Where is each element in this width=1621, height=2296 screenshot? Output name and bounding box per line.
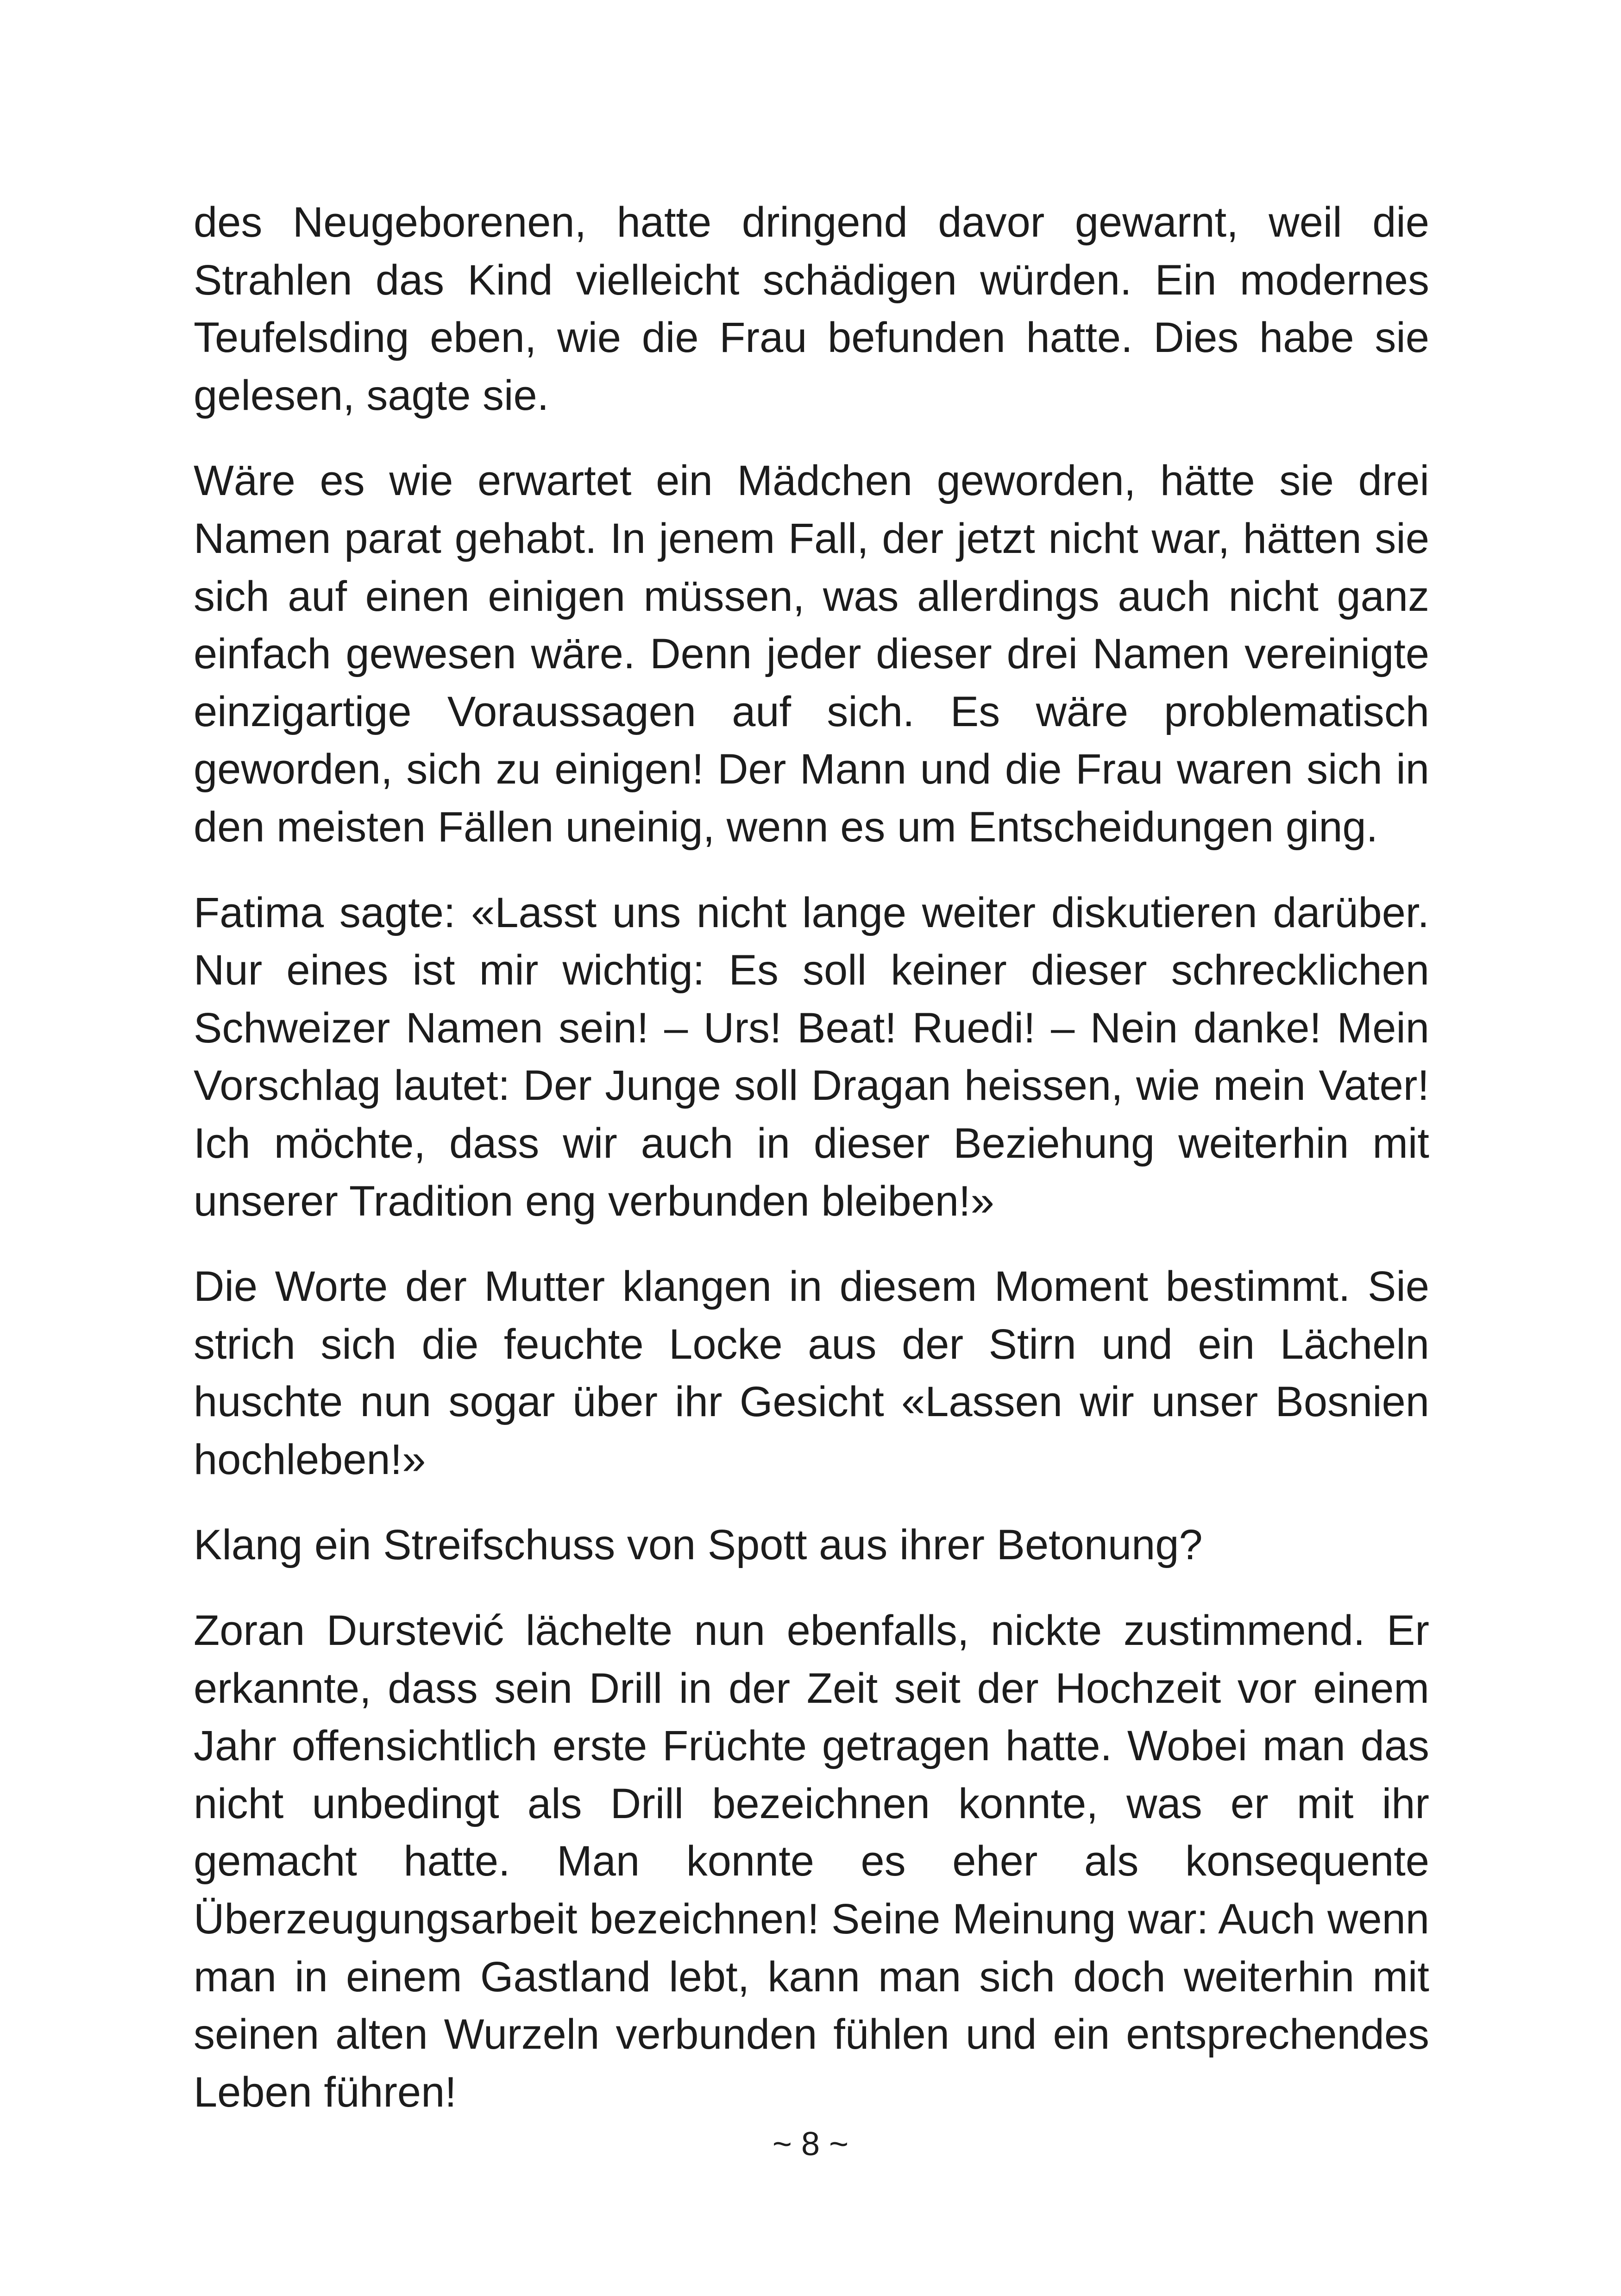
paragraph-6: Zoran Durstević lächelte nun ebenfalls, nickte zustimmend. Er erkannte, dass sein Drill in der Zeit seit der Hochzeit vor einem Jahr offensichtlich erste Früchte getragen hatte. Wobei man das nicht unbedingt als Drill bezeichnen konnte, was er mit ihr gemacht hatte. Man konnte es eher als konsequente Überzeugungsarbeit bezeichnen! Seine Meinung war: Auch wenn man in einem Gastland lebt, kann man sich doch weiterhin mit seinen alten Wurzeln verbunden fühlen und ein entsprechendes Leben führen! xyxy=(194,1607,1429,2116)
paragraph-1: des Neugeborenen, hatte dringend davor gewarnt, weil die Strahlen das Kind vielleicht schädigen würden. Ein modernes Teufelsding eben, wie die Frau befunden hatte. Dies habe sie gelesen, sagte sie. xyxy=(194,199,1429,419)
paragraph-5: Klang ein Streifschuss von Spott aus ihrer Betonung? xyxy=(194,1521,1203,1569)
paragraph-3: Fatima sagte: «Lasst uns nicht lange weiter diskutieren darüber. Nur eines ist mir wichtig: Es soll keiner dieser schrecklichen Schweizer Namen sein! – Urs! Beat! Ruedi! – Nein danke! Mein Vorschlag lautet: Der Junge soll Dragan heissen, wie mein Vater! Ich möchte, dass wir auch in dieser Beziehung weiterhin mit unserer Tradition eng verbunden bleiben!» xyxy=(194,889,1429,1225)
paragraph-4: Die Worte der Mutter klangen in diesem Moment bestimmt. Sie strich sich die feuchte Locke aus der Stirn und ein Lächeln huschte nun sogar über ihr Gesicht «Lassen wir unser Bosnien hochleben!» xyxy=(194,1263,1429,1483)
paragraph-2: Wäre es wie erwartet ein Mädchen geworden, hätte sie drei Namen parat gehabt. In jenem Fall, der jetzt nicht war, hätten sie sich auf einen einigen müssen, was allerdings auch nicht ganz einfach gewesen wäre. Denn jeder dieser drei Namen vereinigte einzigartige Voraussagen auf sich. Es wäre problematisch geworden, sich zu einigen! Der Mann und die Frau waren sich in den meisten Fällen uneinig, wenn es um Entscheidungen ging. xyxy=(194,457,1429,851)
body-text xyxy=(194,194,1429,2149)
page-number: ~ 8 ~ xyxy=(772,2126,849,2163)
